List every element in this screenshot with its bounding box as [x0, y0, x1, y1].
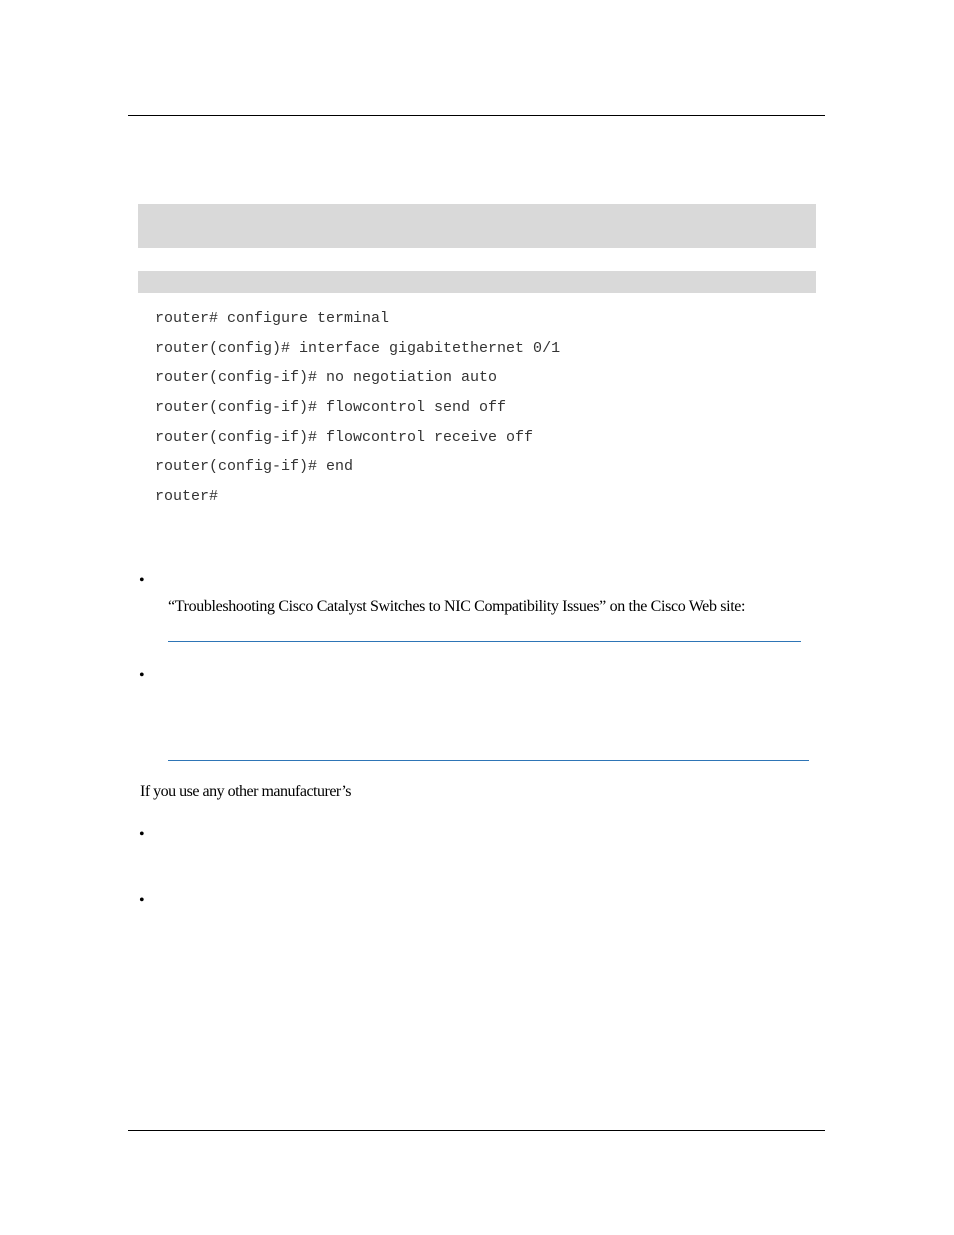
shaded-heading-band: [138, 204, 816, 248]
code-block: [155, 308, 560, 516]
cisco-reference-title: “Troubleshooting Cisco Catalyst Switches to NIC Compatibility Issues” on the Cisco Web site:: [168, 598, 746, 615]
code-line: router#: [155, 488, 219, 506]
bullet-marker: •: [139, 892, 145, 909]
bullet-marker: •: [139, 667, 145, 684]
code-line: router(config-if)# no negotiation auto: [155, 369, 498, 387]
bullet-marker: •: [139, 572, 145, 589]
bullet-marker: •: [139, 826, 145, 843]
header-rule: [128, 115, 825, 116]
code-line: router# configure terminal: [155, 310, 390, 327]
code-line: router(config-if)# end: [155, 458, 354, 476]
code-line: router(config-if)# flowcontrol send off: [155, 399, 507, 417]
reference-web-link[interactable]: [168, 760, 809, 761]
footer-rule: [128, 1130, 825, 1131]
cisco-web-link[interactable]: [168, 641, 801, 642]
code-line: router(config-if)# flowcontrol receive off: [155, 428, 534, 446]
code-line: router(config)# interface gigabitethernet 0/1: [155, 339, 561, 357]
body-paragraph: If you use any other manufacturer’s: [140, 783, 352, 800]
code-block-header-band: [138, 271, 816, 293]
